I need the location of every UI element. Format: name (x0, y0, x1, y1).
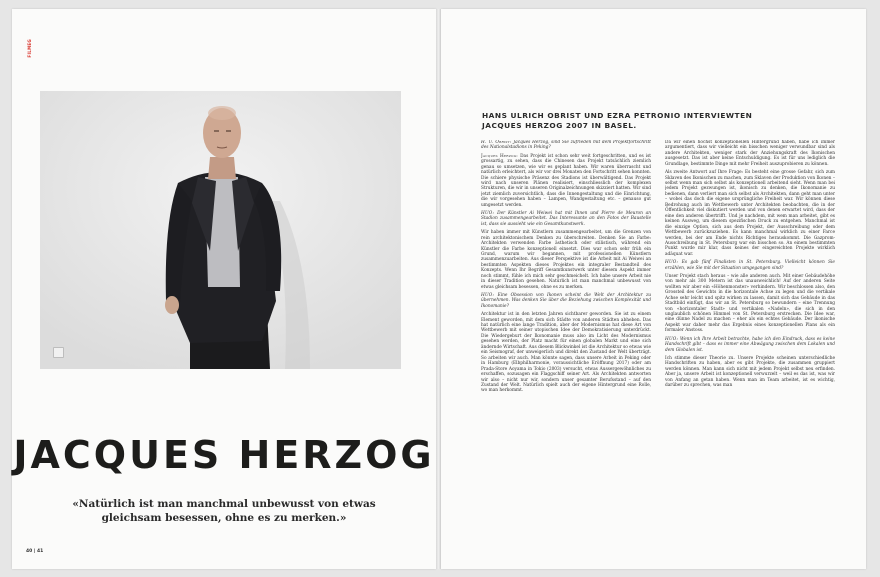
paragraph-text: Da wir einen höchst konzeptionellen Hintergrund haben, habe ich immer argumentiert, dass wir vielleicht ein bisschen weniger verwundbar sind als andere Architekten, weniger stark der Anziehungskraft des Ikonischen ausgesetzt. Das ist aber keine Entschuldigung. Es ist für uns lediglich die Grundlage, bestimmte Dinge mit mehr Freiheit auszuprobieren zu können. (665, 140, 835, 167)
paragraph-text: Wir haben immer mit Künstlern zusammengearbeitet, um die Grenzen von rein architektonischem Denken zu überschreiten. Denken Sie an Farbe: Architekten verwenden Farbe ästhetisch oder stilistisch, während ein Künstler die Farbe konzeptionell einsetzt. Dies war schon sehr früh ein Grund, warum wir begannen, mit professionellen Künstlern zusammenzuarbeiten. Aus dieser Perspektive ist die Arbeit mit Ai Weiwei an bestimmten Aspekten dieses Projektes ein integraler Bestandteil des Konzepts. Wenn Ihr Begriff Gesamtkunstwerk unter diesem Aspekt immer noch stimmt, fühle ich mich sehr geschmeichelt. Ich habe unsere Arbeit nie in dieser Tradition gesehen. Natürlich ist man manchmal unbewusst von etwas gleichsam besessen, ohne es zu merken. (481, 230, 651, 290)
paragraph-text: Das Projekt ist schon sehr weit fortgeschritten, und es ist grossartig, zu sehen, dass die Chinesen das Projekt tatsächlich ziemlich genau so umsetzen, wie wir es geplant haben. Wir waren überrascht und natürlich erleichtert, als wir vor drei Monaten den Fortschritt sehen konnten. Die schiere physische Präsenz des Stadions ist überwältigend. Das Projekt wird nach unseren Plänen realisiert, einschliesslich der komplexen Strukturen, die wir in unseren Originalzeichnungen skizziert hatten. Wir sind jetzt ziemlich zuversichtlich, dass die Innengestaltung und die Einrichtung, die wir vorgesehen haben – Lampen, Wandgestaltung etc. – genauso gut umgesetzt werden. (481, 153, 651, 208)
text-column-2 (665, 140, 835, 550)
speaker-label: HUO: (665, 336, 681, 342)
paragraph-text: Ich stimme dieser Theorie zu. Unsere Projekte scheinen unterschiedliche Handschriften zu haben, aber es gibt Projekte, die zusammen gruppiert werden können. Man kann sich nicht mit jedem Projekt selbst neu erfinden. Aber ja, unsere Arbeit ist konzeptionell verwurzelt – weil es das ist, was wir von Anfang an getan haben. Wenn man im Team arbeitet, ist es wichtig, darüber zu sprechen, was man (665, 355, 835, 389)
speaker-label: H. U. Obrist: (481, 140, 514, 145)
interview-answer (481, 312, 651, 394)
paragraph-text: Der Künstler Ai Weiwei hat mit Ihnen und Pierre de Meuron an Stadion zusammengearbeitet. Das Interessante an den Fotos der Baustelle ist, dass sie aussieht wie ein Gesamtkunstwerk. (481, 211, 651, 227)
speaker-label: Jacques Herzog: (481, 153, 521, 159)
article-headline: JACQUES HERZOG (13, 433, 435, 477)
portrait-photo (40, 91, 401, 369)
interview-intro (482, 111, 752, 131)
interview-question (481, 211, 651, 227)
interview-question (665, 260, 835, 271)
interview-answer (481, 154, 651, 209)
paragraph-text: Als zweite Antwort auf Ihre Frage: Es besteht eine grosse Gefahr, sich zum Sklaven des Ikonischen zu machen, zum Sklaven der Produktion von Ikonen – selbst wenn man sich selbst als konzeptionell arbeitend sieht. Wenn man bei jedem Projekt gezwungen ist, ikonisch zu denken, die Ikonomanie zu bedienen, dann verliert man sich selbst als Architekten, dann geht man unter – wobei das doch die eigene ursprüngliche Freiheit war. Wir können diese Bedrohung auch im Wettbewerb unter Architekten beobachten, die in der Öffentlichkeit viel diskutiert werden und von denen erwartet wird, dass der eine den anderen übertrifft. Und je nachdem, mit wem man arbeitet, gibt es keinen Ausweg, um diesem spezifischen Druck zu entgehen. Manchmal ist die einzige Option, sich aus dem Projekt, der Ausschreibung oder dem Wettbewerb zurückzuziehen. Es kann manchmal wirklich zu einer Farce werden, bei der am Ende nichts Richtiges herauskommt. Die Gazprom-Ausschreibung in St. Petersburg war ein bisschen so. An einem bestimmten Punkt wurde mir klar, dass keines der eingereichten Projekte wirklich adäquat war. (665, 170, 835, 257)
text-column-1 (481, 140, 651, 550)
paragraph-text: Eine Obsession von Ikonen scheint die Welt der Architektur zu übernehmen. Was denken Sie über die Beziehung zwischen Komplexität und Ikonomanie? (481, 292, 651, 309)
paragraph-text: Wenn ich Ihre Arbeit betrachte, habe ich den Eindruck, dass es keine Handschrift gibt – dass es immer eine Abwägung zwischen dem Lokalen und dem Globalen ist. (665, 336, 835, 353)
interview-question (481, 293, 651, 309)
speaker-label: HUO: (481, 211, 498, 217)
paragraph-text: Jacques Herzog, sind Sie zufrieden mit dem Projektfortschritt des Nationalstadions in Peking? (481, 140, 651, 151)
interview-answer (665, 356, 835, 389)
wall-outlet (53, 347, 64, 358)
intro-line-2: JACQUES HERZOG 2007 IN BASEL. (482, 121, 637, 130)
portrait-figure (40, 91, 401, 369)
interview-answer (665, 140, 835, 167)
paragraph-text: Unser Projekt stach heraus – wie alle anderen auch. Mit einer Gebäudehöhe von mehr als 300 Metern ist das unausweichlich! Auf der anderen Seite wollten wir aber ein «Höhenmonster» verhindern. Wir beschlossen also, den Grossteil des Gewichts in die horizontale Achse zu legen und die vertikale Achse sehr leicht und spitz wirken zu lassen, damit sich das Gebäude in das Stadtbild einfügt, das wir an St. Petersburg so bewundern – eine Trennung von «horizontaler Stadt» und vertikalen «Nadeln», die sich in den unglaublich schönen Himmel von St. Petersburg erstrecken. Die Idee war, eine dünne Nadel zu machen – eher als ein echtes Gebäude. Der ikonische Aspekt war daher mehr das Ergebnis eines konzeptionellen Plans als ein formaler Anstoss. (665, 273, 835, 334)
page-number: 40 | 41 (26, 549, 44, 554)
pull-quote: «Natürlich ist man manchmal unbewusst von etwas gleichsam besessen, ohne es zu merken.» (72, 498, 376, 524)
intro-line-1: HANS ULRICH OBRIST UND EZRA PETRONIO INTERVIEWTEN (482, 111, 753, 120)
paragraph-text: Es gab fünf Finalisten in St. Petersburg. Vielleicht können Sie erzählen, wie Sie mit der Situation umgegangen sind? (665, 260, 835, 271)
interview-question (665, 337, 835, 353)
left-page (12, 9, 436, 569)
speaker-label: HUO: (481, 292, 498, 298)
interview-answer (481, 230, 651, 290)
interview-question (481, 140, 651, 151)
interview-answer (665, 274, 835, 334)
speaker-label: HUO: (665, 260, 682, 266)
interview-answer (665, 170, 835, 257)
paragraph-text: Architektur ist in den letzten Jahren sichtbarer geworden. Sie ist zu einem Element geworden, mit dem sich Städte von anderen Städten abheben. Das hat natürlich eine lange Tradition, aber der Modernismus hat diese Art von Wettbewerb mit seiner utopischen Idee der Demokratisierung unterdrückt. Die Wiedergeburt der Ikonomanie muss also im Licht des Modernismus gesehen werden, der Platz macht für einen globalen Markt und eine sich ändernde Wirtschaft. Aus diesem Blickwinkel ist die Architektur so etwas wie ein Seismograf, der unweigerlich und direkt den Zustand der Welt überträgt. So arbeiten wir auch. Man könnte sagen, dass unsere Arbeit in Peking oder in Hamburg (Elbphilharmonie, voraussichtliche Eröffnung 2017) oder am Prada-Store Aoyama in Tokio (2003) versucht, etwas Aussergewöhnliches zu erschaffen, sozusagen ein Flaggschiff seiner Art. Als Architekten antworten wir also – nicht nur wir, sondern unser gesamter Berufsstand – auf den Zustand der Welt. Natürlich spielt auch der eigene Hintergrund eine Rolle, wo man herkommt. (481, 312, 651, 394)
section-tag: FILMEG (27, 39, 32, 58)
